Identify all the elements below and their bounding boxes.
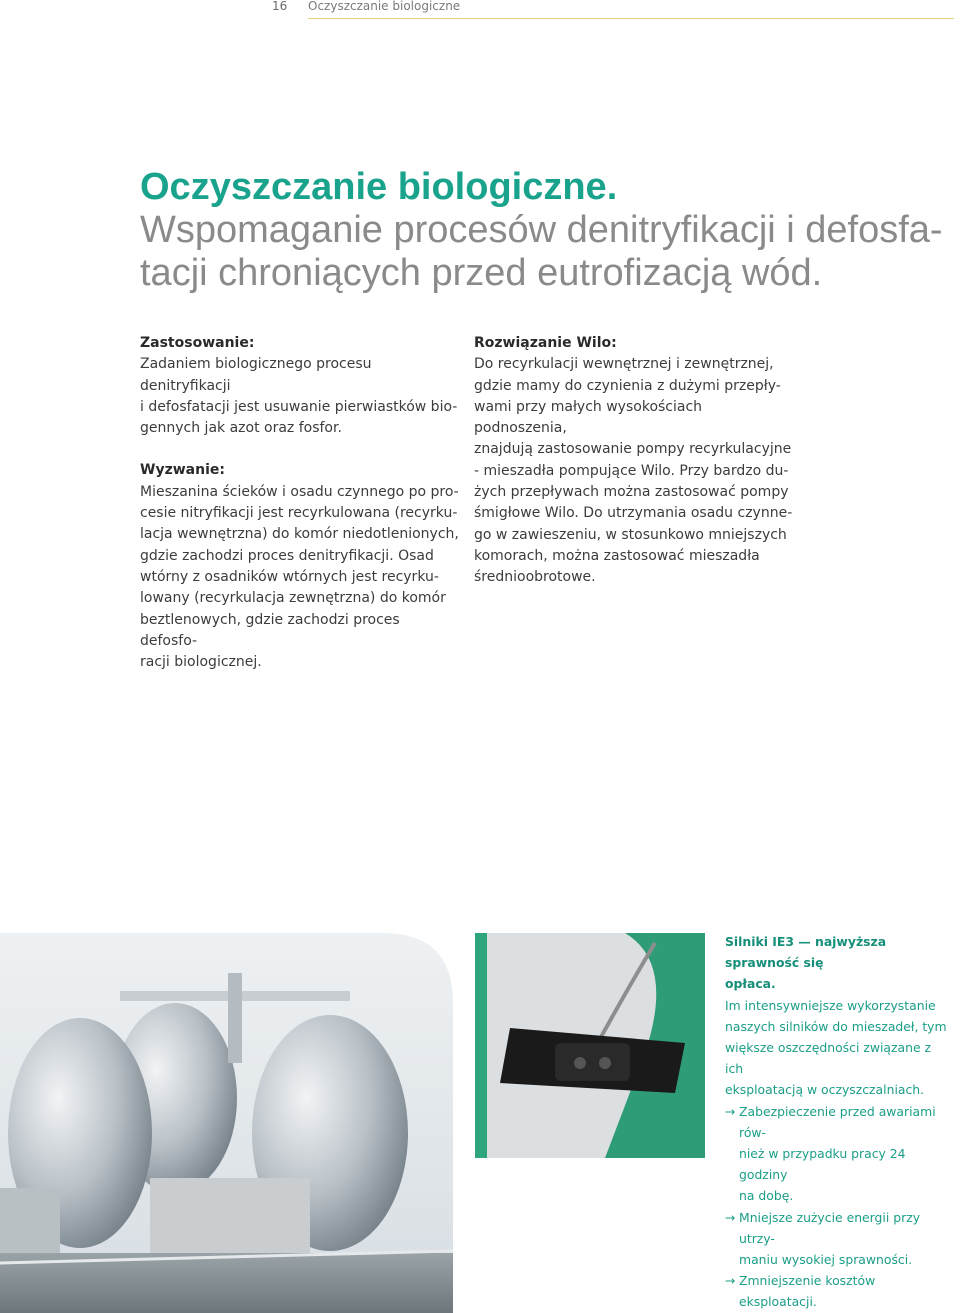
text-line: Mieszanina ścieków i osadu czynnego po pro- — [140, 483, 459, 500]
text-line: średnioobrotowe. — [474, 569, 596, 586]
title-line-1: Oczyszczanie biologiczne. — [140, 166, 618, 208]
text-line: i defosfatacji jest usuwanie pierwiastków bio- — [140, 398, 458, 415]
text-line: cesie nitryfikacji jest recyrkulowana (recyrku- — [140, 505, 458, 522]
page-number: 16 — [272, 0, 288, 13]
right-column — [474, 333, 794, 589]
arrow-right-icon: → — [725, 1209, 736, 1225]
text-line: lowany (recyrkulacja zewnętrzna) do komór — [140, 590, 446, 607]
text-line: znajdują zastosowanie pompy recyrkulacyjne — [474, 441, 792, 458]
text-line: wtórny z osadników wtórnych jest recyrku- — [140, 568, 439, 585]
text-line: wami przy małych wysokościach podnoszenia, — [474, 398, 703, 437]
text-line: nież w przypadku pracy 24 godziny — [739, 1146, 906, 1183]
text-line: żych przepływach można zastosować pompy — [474, 484, 789, 501]
text-line: eksploatacją w oczyszczalniach. — [725, 1082, 925, 1098]
text-line: gdzie mamy do czynienia z dużymi przepły- — [474, 377, 781, 394]
text-line: Silniki IE3 — najwyższa sprawność się — [725, 934, 887, 971]
benefit-item — [725, 1101, 953, 1207]
page-header — [0, 0, 960, 22]
text-line: opłaca. — [725, 976, 776, 992]
text-line: gdzie zachodzi proces denitryfikacji. Osad — [140, 547, 434, 564]
benefit-item — [725, 1270, 953, 1312]
ie3-body — [725, 995, 953, 1101]
text-line: Mniejsze zużycie energii przy utrzy- — [739, 1209, 921, 1246]
rozwiazanie-text — [474, 354, 794, 588]
mixer-photo — [475, 933, 705, 1158]
text-line: beztlenowych, gdzie zachodzi proces defosfo- — [140, 611, 400, 649]
text-line: większe oszczędności związane z ich — [725, 1040, 932, 1077]
rozwiazanie-label: Rozwiązanie Wilo: — [474, 335, 617, 351]
ie3-motors-box — [725, 931, 953, 1313]
text-line: Zabezpieczenie przed awariami rów- — [739, 1103, 936, 1140]
wyzwanie-label: Wyzwanie: — [140, 462, 225, 479]
arrow-right-icon: → — [725, 1103, 736, 1119]
title-line-3: tacji chroniących przed eutrofizacją wód. — [140, 252, 823, 294]
ie3-heading — [725, 931, 953, 995]
digester-tanks-photo — [0, 933, 453, 1313]
text-line: Zmniejszenie kosztów eksploatacji. — [739, 1273, 876, 1310]
text-line: racji biologicznej. — [140, 654, 262, 671]
text-line: komorach, można zastosować mieszadła — [474, 547, 760, 564]
wyzwanie-text — [140, 482, 460, 674]
text-line: lacja wewnętrzna) do komór niedotlenionych, — [140, 526, 459, 543]
zastosowanie-label: Zastosowanie: — [140, 335, 255, 351]
text-line: - mieszadła pompujące Wilo. Przy bardzo du- — [474, 462, 789, 479]
text-line: Im intensywniejsze wykorzystanie — [725, 997, 936, 1013]
text-line: Zadaniem biologicznego procesu denitryfikacji — [140, 356, 372, 394]
arrow-right-icon: → — [725, 1273, 736, 1289]
left-column — [140, 333, 460, 673]
running-title: Oczyszczanie biologiczne — [308, 0, 461, 13]
text-line: go w zawieszeniu, w stosunkowo mniejszych — [474, 526, 787, 543]
header-rule — [308, 18, 954, 19]
text-line: gennych jak azot oraz fosfor. — [140, 420, 342, 437]
page-title — [140, 166, 950, 295]
benefit-item — [725, 1207, 953, 1271]
text-line: Do recyrkulacji wewnętrznej i zewnętrznej, — [474, 356, 774, 373]
text-line: śmigłowe Wilo. Do utrzymania osadu czynne- — [474, 505, 793, 522]
text-line: naszych silników do mieszadeł, tym — [725, 1018, 947, 1034]
text-line: na dobę. — [739, 1188, 794, 1204]
text-line: maniu wysokiej sprawności. — [739, 1252, 913, 1268]
zastosowanie-text — [140, 354, 460, 439]
title-line-2: Wspomaganie procesów denitryfikacji i defosfa- — [140, 209, 943, 251]
